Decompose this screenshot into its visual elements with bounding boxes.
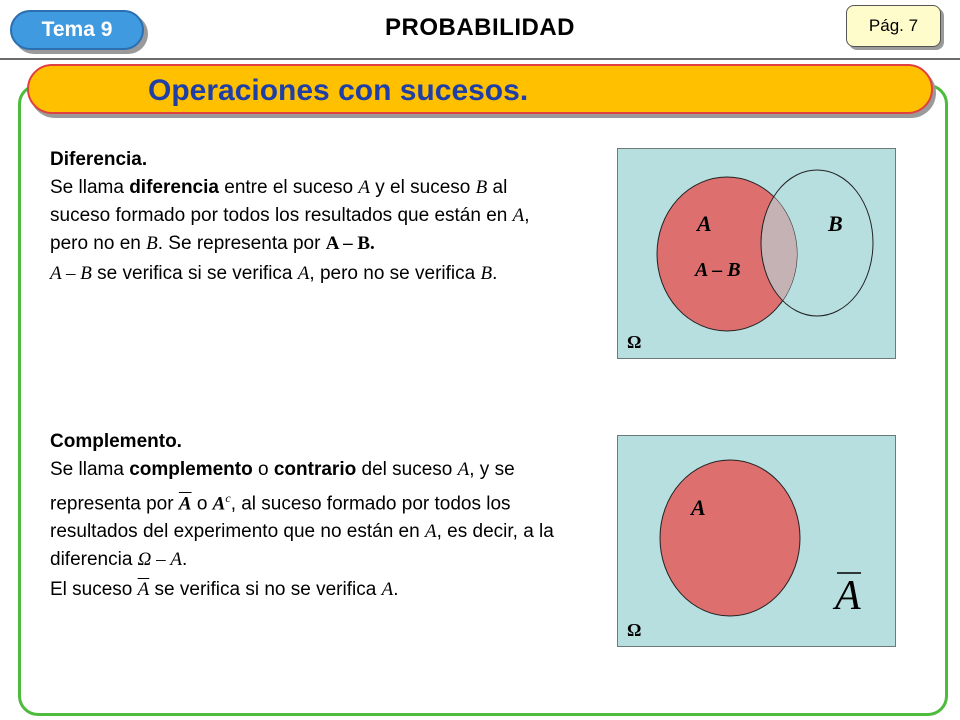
expr-a-minus-b: A – B xyxy=(50,263,92,284)
text-fragment: , al suceso formado por todos los resultados del experimento que no están en xyxy=(50,493,511,543)
notation-a-minus-b: A – B. xyxy=(325,233,375,254)
text-fragment: . Se representa por xyxy=(157,233,326,254)
var-a: A xyxy=(297,263,310,284)
text-fragment: se verifica si no se verifica xyxy=(149,579,382,601)
text-fragment: Se llama xyxy=(50,459,130,480)
page-title: PROBABILIDAD xyxy=(385,14,575,41)
var-a: A xyxy=(512,205,525,226)
text-fragment: Se llama xyxy=(50,177,130,198)
page-number: Pág. 7 xyxy=(846,5,941,47)
var-b: B xyxy=(475,177,488,198)
term-contrario: contrario xyxy=(273,459,357,480)
var-b: B xyxy=(146,233,158,254)
expr-omega-minus-a: Ω – A xyxy=(137,549,183,571)
term-diferencia: diferencia xyxy=(129,177,219,198)
text-fragment: o xyxy=(191,493,213,515)
omega-label: Ω xyxy=(627,332,642,352)
set-a-circle xyxy=(660,460,800,616)
var-b: B xyxy=(480,263,493,284)
complemento-heading: Complemento. xyxy=(50,431,182,452)
tema-badge: Tema 9 xyxy=(10,10,144,50)
text-fragment: y el suceso xyxy=(370,177,476,198)
text-fragment: del suceso xyxy=(356,459,458,480)
text-fragment: o xyxy=(252,459,274,480)
label-a: A xyxy=(697,211,712,236)
text-fragment: , y se representa por xyxy=(50,459,515,515)
var-a: A xyxy=(212,493,226,515)
var-a: A xyxy=(358,177,370,198)
text-fragment: . xyxy=(182,549,188,571)
var-a: A xyxy=(457,459,470,480)
omega-label: Ω xyxy=(627,620,642,640)
term-complemento: complemento xyxy=(129,459,253,480)
var-a: A xyxy=(381,579,394,601)
text-fragment: , pero no en xyxy=(50,205,530,254)
diferencia-text xyxy=(50,146,550,288)
var-a: A xyxy=(424,521,437,543)
text-fragment: . xyxy=(393,579,399,601)
label-a: A xyxy=(691,495,706,520)
section-title: Operaciones con sucesos. xyxy=(148,74,529,107)
diferencia-heading: Diferencia. xyxy=(50,149,148,170)
diferencia-paragraph xyxy=(50,174,550,258)
complemento-text xyxy=(50,428,570,604)
text-fragment: al suceso formado por todos los resultados que están en xyxy=(50,177,513,226)
text-fragment: . xyxy=(492,263,498,284)
superscript-c: c xyxy=(225,491,231,505)
text-fragment: se verifica si se verifica xyxy=(91,263,298,284)
text-fragment: , pero no se verifica xyxy=(309,263,481,284)
venn-diagram-difference xyxy=(617,148,896,359)
label-b: B xyxy=(828,211,843,236)
complemento-verify xyxy=(50,576,570,604)
label-a-minus-b: A – B xyxy=(695,259,741,281)
top-bar xyxy=(0,0,960,60)
text-fragment: entre el suceso xyxy=(218,177,359,198)
var-a-bar: $\overline{A}$ xyxy=(178,493,192,515)
var-a-bar: $\overline{A}$ xyxy=(137,579,150,601)
diferencia-verify xyxy=(50,260,550,288)
venn-diagram-complement xyxy=(617,435,896,647)
text-fragment: , es decir, a la diferencia xyxy=(50,521,554,571)
complemento-paragraph xyxy=(50,456,570,574)
text-fragment: El suceso xyxy=(50,579,138,601)
label-a-complement: A xyxy=(835,573,861,619)
